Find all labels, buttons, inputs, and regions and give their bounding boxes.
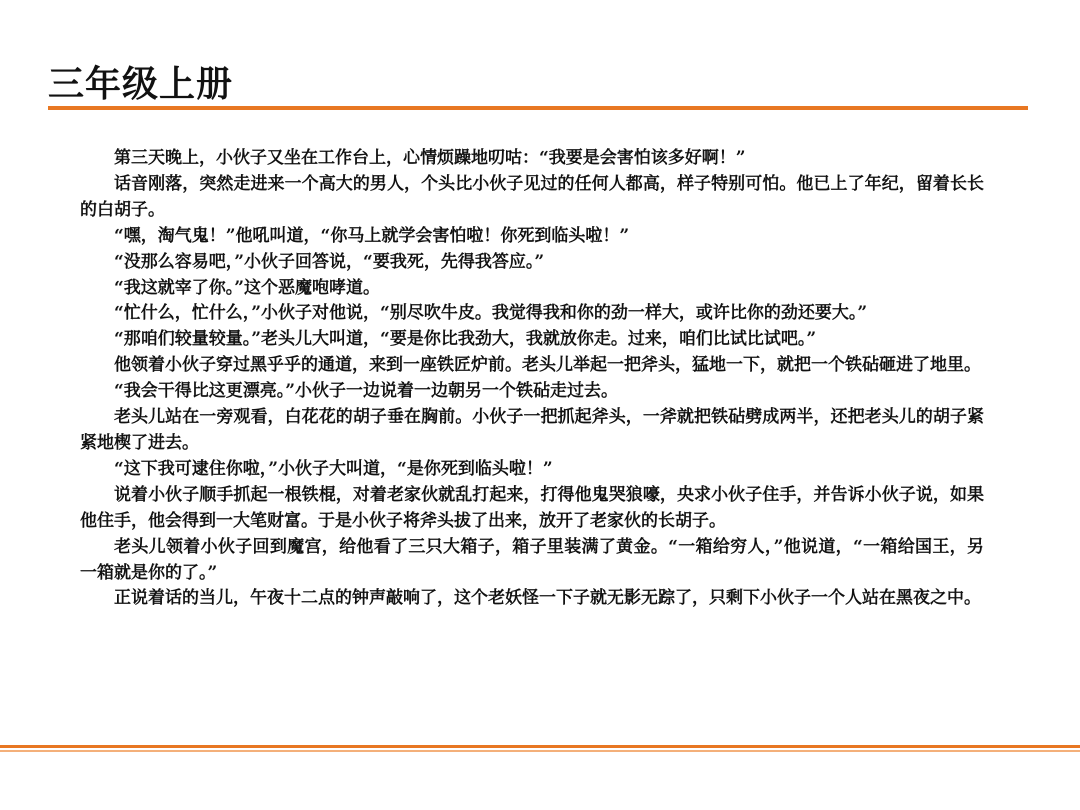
paragraph: “那咱们较量较量。”老头儿大叫道，“要是你比我劲大，我就放你走。过来，咱们比试比试吧。”: [114, 329, 817, 350]
footer-divider-light: [0, 750, 1080, 752]
footer-divider: [0, 745, 1080, 748]
paragraph: 老头儿领着小伙子回到魔宫，给他看了三只大箱子，箱子里装满了黄金。“一箱给穷人，”他说道，“一箱给国王，另一箱就是你的了。”: [80, 536, 984, 583]
paragraph: “嘿，淘气鬼！”他吼叫道，“你马上就学会害怕啦！你死到临头啦！”: [114, 225, 630, 246]
paragraph: 老头儿站在一旁观看，白花花的胡子垂在胸前。小伙子一把抓起斧头，一斧就把铁砧劈成两半，还把老头儿的胡子紧紧地楔了进去。: [80, 407, 984, 453]
paragraph: “我会干得比这更漂亮。”小伙子一边说着一边朝另一个铁砧走过去。: [114, 381, 619, 402]
paragraph: “忙什么，忙什么，”小伙子对他说，“别尽吹牛皮。我觉得我和你的劲一样大，或许比你的劲还要大。”: [114, 303, 868, 324]
paragraph: “这下我可逮住你啦，”小伙子大叫道，“是你死到临头啦！”: [114, 458, 553, 479]
paragraph: “我这就宰了你。”这个恶魔咆哮道。: [114, 277, 381, 298]
paragraph: 话音刚落，突然走进来一个高大的男人，个头比小伙子见过的任何人都高，样子特别可怕。他已上了年纪，留着长长的白胡子。: [80, 173, 984, 220]
paragraph: 第三天晚上，小伙子又坐在工作台上，心情烦躁地叨咕：“我要是会害怕该多好啊！”: [114, 148, 746, 168]
paragraph: 他领着小伙子穿过黑乎乎的通道，来到一座铁匠炉前。老头儿举起一把斧头，猛地一下，就把一个铁砧砸进了地里。: [114, 355, 981, 376]
paragraph: “没那么容易吧，”小伙子回答说，“要我死，先得我答应。”: [114, 251, 545, 272]
story-text: [80, 146, 984, 612]
title-divider: [48, 106, 1028, 110]
page-title: 三年级上册: [48, 64, 234, 105]
paragraph: 说着小伙子顺手抓起一根铁棍，对着老家伙就乱打起来，打得他鬼哭狼嚎，央求小伙子住手，并告诉小伙子说，如果他住手，他会得到一大笔财富。于是小伙子将斧头拔了出来，放开了老家伙的长胡子。: [80, 484, 984, 531]
paragraph: 正说着话的当儿，午夜十二点的钟声敲响了，这个老妖怪一下子就无影无踪了，只剩下小伙子一个人站在黑夜之中。: [114, 588, 981, 609]
